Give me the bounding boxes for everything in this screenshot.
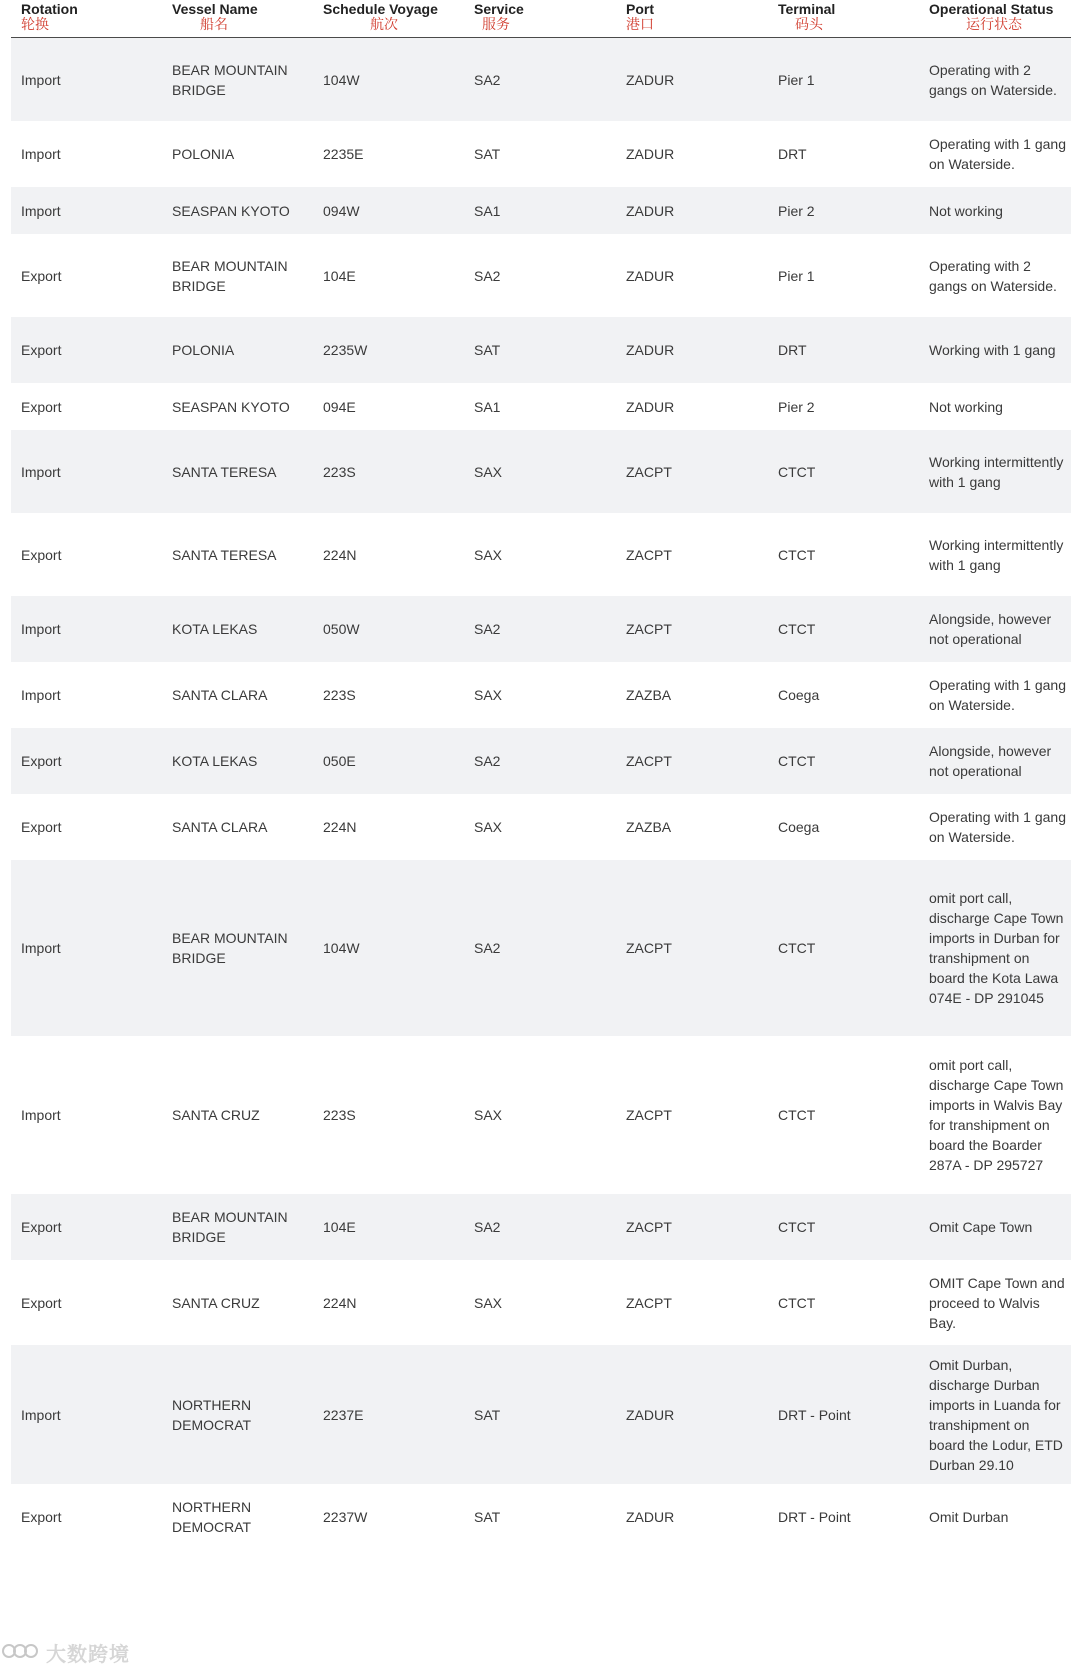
cell-terminal: CTCT — [778, 463, 816, 480]
cell-vessel-name: BEAR MOUNTAIN BRIDGE — [172, 257, 288, 294]
cell-service: SAX — [474, 546, 503, 563]
cell-status: Not working — [929, 398, 1003, 415]
header-vessel-name: Vessel Name 船名 — [172, 1, 258, 32]
cell-vessel-name: BEAR MOUNTAIN BRIDGE — [172, 930, 288, 966]
cell-vessel-name: SANTA TERESA — [172, 546, 277, 563]
table-row — [11, 860, 1071, 1036]
table-row — [11, 121, 1071, 187]
cell-status: Operating with 2 gangs on Waterside. — [929, 61, 1057, 98]
cell-vessel-name: SEASPAN KYOTO — [172, 202, 290, 219]
cell-rotation: Export — [21, 753, 62, 769]
table-row — [11, 1260, 1071, 1345]
cell-terminal: CTCT — [778, 940, 816, 956]
cell-rotation: Export — [21, 398, 62, 415]
cell-terminal: Pier 2 — [778, 398, 815, 415]
cell-port: ZADUR — [626, 1406, 675, 1423]
cell-status: omit port call, discharge Cape Town imports in Durban for transhipment on board the Kota Lawa 074E - DP 291045 — [929, 890, 1064, 1006]
cell-vessel-name: NORTHERN DEMOCRAT — [172, 1396, 252, 1433]
cell-status: Alongside, however not operational — [929, 743, 1052, 779]
cell-rotation: Import — [21, 202, 61, 219]
cell-voyage: 104E — [323, 267, 356, 284]
cell-service: SAT — [474, 1406, 501, 1423]
cell-port: ZAZBA — [626, 687, 672, 703]
cell-terminal: Pier 2 — [778, 202, 815, 219]
cell-vessel-name: SANTA CRUZ — [172, 1294, 260, 1311]
cell-voyage: 2237W — [323, 1509, 368, 1525]
cell-vessel-name: KOTA LEKAS — [172, 753, 258, 769]
cell-service: SA2 — [474, 71, 501, 88]
table-body — [11, 38, 1071, 1550]
cell-status: omit port call, discharge Cape Town imports in Walvis Bay for transhipment on board the Boarder 287A - DP 295727 — [929, 1057, 1064, 1173]
cell-vessel-name: NORTHERN DEMOCRAT — [172, 1499, 252, 1535]
cell-vessel-name: POLONIA — [172, 342, 235, 358]
cell-port: ZACPT — [626, 940, 672, 956]
header-service: Service 服务 — [474, 1, 524, 32]
cell-port: ZACPT — [626, 1107, 672, 1123]
cell-service: SAT — [474, 1509, 501, 1525]
cell-status: Omit Durban — [929, 1509, 1009, 1525]
cell-vessel-name: SEASPAN KYOTO — [172, 398, 290, 415]
cell-rotation: Import — [21, 71, 61, 88]
cell-terminal: Coega — [778, 819, 820, 835]
table-row — [11, 662, 1071, 728]
cell-voyage: 050W — [323, 621, 360, 637]
cell-voyage: 104W — [323, 71, 360, 88]
cell-voyage: 223S — [323, 687, 356, 703]
cell-service: SA2 — [474, 267, 501, 284]
table-row — [11, 1194, 1071, 1260]
cell-voyage: 2235E — [323, 146, 364, 162]
cell-service: SA1 — [474, 202, 501, 219]
table-header — [11, 0, 1071, 38]
cell-status: Omit Cape Town — [929, 1219, 1033, 1235]
cell-vessel-name: SANTA CRUZ — [172, 1107, 260, 1123]
cell-service: SA1 — [474, 398, 501, 415]
cell-terminal: CTCT — [778, 1294, 816, 1311]
watermark — [2, 1637, 130, 1667]
table-row — [11, 234, 1071, 317]
cell-rotation: Import — [21, 1406, 61, 1423]
cell-terminal: Pier 1 — [778, 71, 815, 88]
cell-service: SAX — [474, 1294, 503, 1311]
table-row — [11, 430, 1071, 513]
cell-port: ZADUR — [626, 1509, 675, 1525]
cell-rotation: Import — [21, 621, 61, 637]
table-row — [11, 187, 1071, 234]
watermark-logo-icon — [2, 1640, 42, 1664]
cell-rotation: Import — [21, 1107, 61, 1123]
cell-service: SAT — [474, 342, 501, 358]
cell-status: Operating with 1 gang on Waterside. — [929, 809, 1066, 845]
cell-voyage: 094E — [323, 398, 356, 415]
cell-service: SAT — [474, 146, 501, 162]
cell-rotation: Export — [21, 1509, 62, 1525]
cell-terminal: DRT — [778, 342, 807, 358]
cell-rotation: Import — [21, 463, 61, 480]
table-row — [11, 513, 1071, 596]
cell-port: ZACPT — [626, 1294, 672, 1311]
cell-port: ZACPT — [626, 1219, 672, 1235]
table-row — [11, 383, 1071, 430]
header-port: Port 港口 — [626, 1, 654, 32]
cell-terminal: DRT - Point — [778, 1509, 851, 1525]
cell-terminal: CTCT — [778, 753, 816, 769]
cell-port: ZACPT — [626, 546, 672, 563]
cell-voyage: 094W — [323, 202, 360, 219]
cell-terminal: Pier 1 — [778, 267, 815, 284]
cell-service: SAX — [474, 463, 503, 480]
cell-voyage: 2235W — [323, 342, 368, 358]
cell-service: SAX — [474, 819, 503, 835]
cell-terminal: Coega — [778, 687, 820, 703]
cell-terminal: CTCT — [778, 546, 816, 563]
cell-port: ZACPT — [626, 463, 672, 480]
cell-port: ZADUR — [626, 202, 675, 219]
cell-voyage: 104W — [323, 940, 360, 956]
cell-status: Operating with 1 gang on Waterside. — [929, 136, 1066, 172]
cell-terminal: CTCT — [778, 1219, 816, 1235]
table-row — [11, 1036, 1071, 1194]
header-terminal: Terminal 码头 — [778, 1, 836, 32]
cell-voyage: 104E — [323, 1219, 356, 1235]
cell-rotation: Export — [21, 342, 62, 358]
cell-rotation: Import — [21, 940, 61, 956]
header-rotation: Rotation 轮换 — [21, 1, 78, 32]
cell-status: Working intermittently with 1 gang — [929, 453, 1064, 490]
cell-rotation: Export — [21, 1219, 62, 1235]
cell-voyage: 224N — [323, 1294, 357, 1311]
cell-voyage: 2237E — [323, 1406, 364, 1423]
cell-service: SA2 — [474, 1219, 501, 1235]
cell-status: Working intermittently with 1 gang — [929, 536, 1064, 573]
cell-status: Alongside, however not operational — [929, 611, 1052, 647]
cell-port: ZADUR — [626, 71, 675, 88]
table-row — [11, 728, 1071, 794]
header-operational-status: Operational Status 运行状态 — [929, 1, 1054, 32]
cell-voyage: 224N — [323, 546, 357, 563]
cell-terminal: DRT — [778, 146, 807, 162]
cell-vessel-name: BEAR MOUNTAIN BRIDGE — [172, 1209, 288, 1245]
cell-port: ZACPT — [626, 753, 672, 769]
header-schedule-voyage: Schedule Voyage 航次 — [323, 1, 438, 32]
cell-vessel-name: BEAR MOUNTAIN BRIDGE — [172, 61, 288, 98]
cell-service: SAX — [474, 1107, 503, 1123]
cell-port: ZAZBA — [626, 819, 672, 835]
cell-vessel-name: SANTA TERESA — [172, 463, 277, 480]
table-row — [11, 317, 1071, 383]
cell-rotation: Export — [21, 546, 62, 563]
cell-vessel-name: SANTA CLARA — [172, 819, 268, 835]
cell-vessel-name: SANTA CLARA — [172, 687, 268, 703]
cell-terminal: CTCT — [778, 1107, 816, 1123]
cell-service: SA2 — [474, 621, 501, 637]
cell-voyage: 224N — [323, 819, 357, 835]
cell-status: Operating with 1 gang on Waterside. — [929, 677, 1066, 713]
vessel-status-table — [11, 0, 1071, 1550]
cell-rotation: Export — [21, 267, 62, 284]
cell-rotation: Export — [21, 819, 62, 835]
table-row — [11, 794, 1071, 860]
table-row — [11, 1484, 1071, 1550]
cell-service: SA2 — [474, 940, 501, 956]
cell-port: ZADUR — [626, 146, 675, 162]
watermark-text: 大数跨境 — [46, 1641, 130, 1666]
cell-status: Omit Durban, discharge Durban imports in Luanda for transhipment on board the Lodur, ETD Durban 29.10 — [929, 1356, 1063, 1473]
cell-port: ZADUR — [626, 267, 675, 284]
table-row — [11, 1345, 1071, 1484]
cell-status: Working with 1 gang — [929, 342, 1056, 358]
table-row — [11, 596, 1071, 662]
cell-voyage: 050E — [323, 753, 356, 769]
cell-status: Operating with 2 gangs on Waterside. — [929, 257, 1057, 294]
cell-service: SAX — [474, 687, 503, 703]
cell-port: ZACPT — [626, 621, 672, 637]
cell-rotation: Import — [21, 687, 61, 703]
cell-vessel-name: POLONIA — [172, 146, 235, 162]
cell-vessel-name: KOTA LEKAS — [172, 621, 258, 637]
cell-terminal: CTCT — [778, 621, 816, 637]
cell-rotation: Import — [21, 146, 61, 162]
cell-voyage: 223S — [323, 463, 356, 480]
cell-port: ZADUR — [626, 342, 675, 358]
cell-voyage: 223S — [323, 1107, 356, 1123]
cell-rotation: Export — [21, 1294, 62, 1311]
cell-status: OMIT Cape Town and proceed to Walvis Bay. — [929, 1274, 1065, 1331]
cell-service: SA2 — [474, 753, 501, 769]
cell-port: ZADUR — [626, 398, 675, 415]
cell-terminal: DRT - Point — [778, 1406, 851, 1423]
table-row — [11, 38, 1071, 121]
cell-status: Not working — [929, 202, 1003, 219]
